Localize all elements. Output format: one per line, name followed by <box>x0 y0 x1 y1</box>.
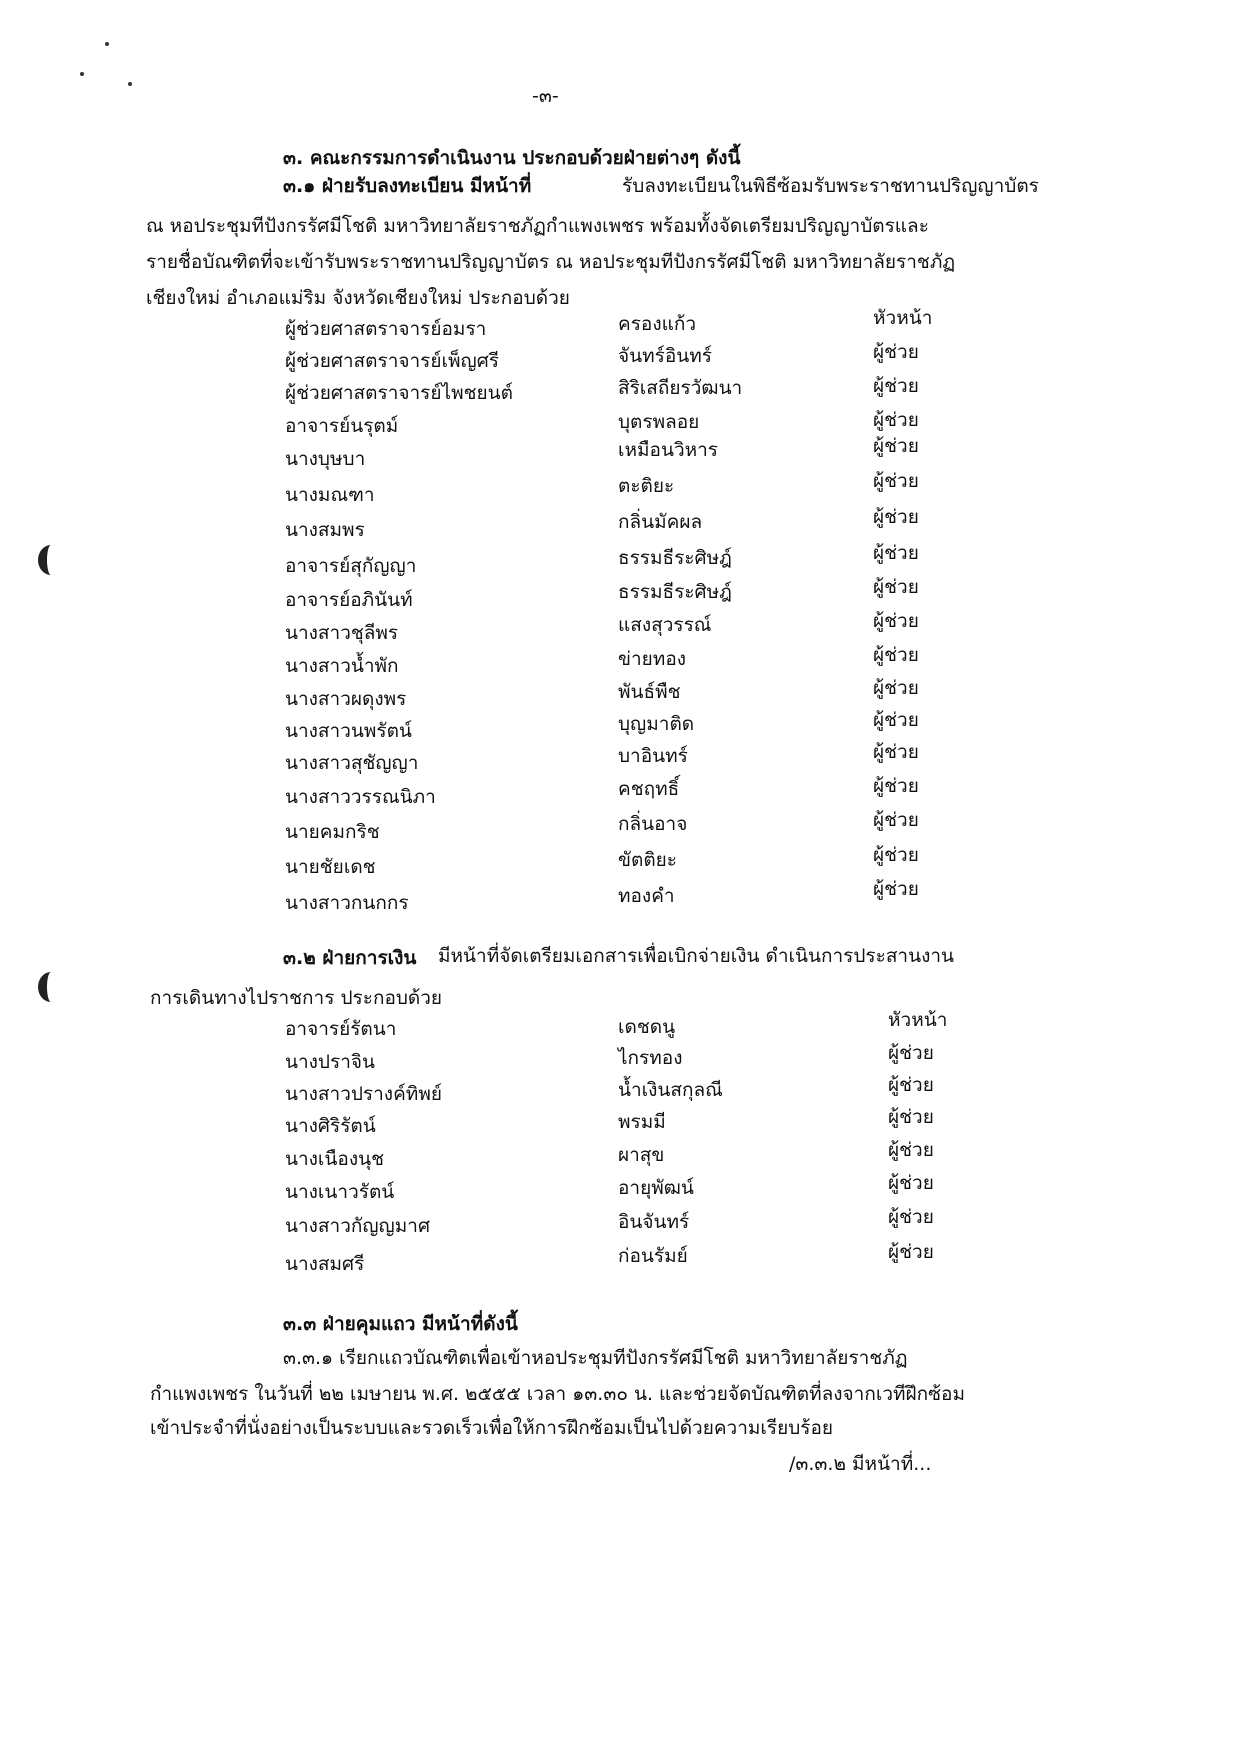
member-name: ผู้ช่วยศาสตราจารย์เพ็ญศรี <box>285 350 499 372</box>
member-surname: แสงสุวรรณ์ <box>618 614 712 636</box>
member-surname: กลิ่นอาจ <box>618 813 688 835</box>
member-role: หัวหน้า <box>873 307 933 329</box>
member-role: ผู้ช่วย <box>873 644 919 666</box>
member-surname: ทองคำ <box>618 885 675 907</box>
member-surname: สิริเสถียรวัฒนา <box>618 377 743 399</box>
member-name: นางสาวนพรัตน์ <box>285 720 412 742</box>
member-surname: ตะติยะ <box>618 475 675 497</box>
section-1-title: ๓.๑ ฝ่ายรับลงทะเบียน มีหน้าที่ <box>283 175 532 197</box>
member-name: นางสาวผดุงพร <box>285 688 407 710</box>
member-name: อาจารย์สุกัญญา <box>285 555 417 577</box>
member-name: นางสาวกนกกร <box>285 892 409 914</box>
member-role: ผู้ช่วย <box>888 1074 934 1096</box>
member-name: นางสาวกัญญมาศ <box>285 1215 431 1237</box>
member-role: ผู้ช่วย <box>873 470 919 492</box>
member-role: ผู้ช่วย <box>873 409 919 431</box>
member-role: ผู้ช่วย <box>888 1042 934 1064</box>
member-name: นางสาววรรณนิภา <box>285 786 436 808</box>
member-surname: เหมือนวิหาร <box>618 439 719 461</box>
member-surname: จันทร์อินทร์ <box>618 345 712 367</box>
member-role: ผู้ช่วย <box>888 1206 934 1228</box>
member-surname: กลิ่นมัคผล <box>618 511 703 533</box>
member-surname: บุญมาติด <box>618 713 695 735</box>
member-name: นางสาวน้ำพัก <box>285 655 399 677</box>
member-surname: เดชดนู <box>618 1016 676 1038</box>
member-name: นางเนาวรัตน์ <box>285 1181 395 1203</box>
member-surname: ผาสุข <box>618 1144 665 1166</box>
page-number: -๓- <box>532 85 559 107</box>
section-3-title: ๓.๓ ฝ่ายคุมแถว มีหน้าที่ดังนี้ <box>283 1313 518 1335</box>
member-role: ผู้ช่วย <box>873 576 919 598</box>
member-name: นางสาวสุชัญญา <box>285 752 419 774</box>
member-name: นางสมศรี <box>285 1253 365 1275</box>
section-1-line3: รายชื่อบัณฑิตที่จะเข้ารับพระราชทานปริญญาบัตร ณ หอประชุมทีปังกรรัศมีโชติ มหาวิทยาลัยราชภัฏ <box>146 251 956 273</box>
scan-speck <box>105 42 109 46</box>
member-role: ผู้ช่วย <box>873 542 919 564</box>
punch-hole-mark <box>38 545 64 575</box>
member-role: ผู้ช่วย <box>873 677 919 699</box>
continuation-note: /๓.๓.๒ มีหน้าที่... <box>789 1453 932 1475</box>
member-surname: คชฤทธิ์ <box>618 778 680 800</box>
member-name: นางสมพร <box>285 519 365 541</box>
member-role: ผู้ช่วย <box>873 775 919 797</box>
section-3-item1-line3: เข้าประจำที่นั่งอย่างเป็นระบบและรวดเร็วเพื่อให้การฝึกซ้อมเป็นไปด้วยความเรียบร้อย <box>150 1417 834 1439</box>
member-surname: พันธ์พืช <box>618 681 681 703</box>
member-surname: ครองแก้ว <box>618 313 697 335</box>
member-role: ผู้ช่วย <box>873 844 919 866</box>
member-surname: ไกรทอง <box>618 1047 683 1069</box>
scan-speck <box>128 82 132 86</box>
member-name: นางสาวปรางค์ทิพย์ <box>285 1083 442 1105</box>
member-role: ผู้ช่วย <box>873 709 919 731</box>
member-surname: อายุพัฒน์ <box>618 1177 694 1199</box>
member-role: ผู้ช่วย <box>873 435 919 457</box>
section-2-line1: มีหน้าที่จัดเตรียมเอกสารเพื่อเบิกจ่ายเงิน ดำเนินการประสานงาน <box>438 945 955 967</box>
member-surname: บุตรพลอย <box>618 411 700 433</box>
member-name: นางบุษบา <box>285 448 366 470</box>
member-surname: บาอินทร์ <box>618 745 688 767</box>
member-name: ผู้ช่วยศาสตราจารย์ไพชยนต์ <box>285 382 513 404</box>
member-surname: ข่ายทอง <box>618 648 687 670</box>
section-2-line2: การเดินทางไปราชการ ประกอบด้วย <box>150 987 443 1009</box>
member-surname: ก่อนรัมย์ <box>618 1245 688 1267</box>
member-surname: ธรรมธีระศิษฎ์ <box>618 547 732 569</box>
member-role: หัวหน้า <box>888 1009 948 1031</box>
punch-hole-mark <box>38 972 64 1002</box>
member-name: ผู้ช่วยศาสตราจารย์อมรา <box>285 318 487 340</box>
member-role: ผู้ช่วย <box>888 1241 934 1263</box>
member-role: ผู้ช่วย <box>873 809 919 831</box>
member-role: ผู้ช่วย <box>873 741 919 763</box>
section-1-line4: เชียงใหม่ อำเภอแม่ริม จังหวัดเชียงใหม่ ประกอบด้วย <box>146 287 570 309</box>
member-role: ผู้ช่วย <box>873 375 919 397</box>
member-name: นางเนืองนุช <box>285 1148 384 1170</box>
member-name: อาจารย์รัตนา <box>285 1018 397 1040</box>
member-surname: น้ำเงินสกุลณี <box>618 1079 723 1101</box>
member-name: นางมณฑา <box>285 484 375 506</box>
member-name: นางศิริรัตน์ <box>285 1115 376 1137</box>
member-role: ผู้ช่วย <box>873 341 919 363</box>
section-2-title: ๓.๒ ฝ่ายการเงิน <box>283 947 417 969</box>
member-name: นายชัยเดช <box>285 856 376 878</box>
member-surname: ธรรมธีระศิษฎ์ <box>618 581 732 603</box>
section-1-line1: รับลงทะเบียนในพิธีซ้อมรับพระราชทานปริญญาบัตร <box>622 175 1039 197</box>
member-name: อาจารย์นรุตม์ <box>285 415 399 437</box>
main-heading: ๓. คณะกรรมการดำเนินงาน ประกอบด้วยฝ่ายต่างๆ ดังนี้ <box>283 147 741 169</box>
scan-speck <box>80 72 84 76</box>
member-role: ผู้ช่วย <box>873 878 919 900</box>
member-name: นางปราจิน <box>285 1051 375 1073</box>
member-role: ผู้ช่วย <box>888 1139 934 1161</box>
section-3-item1-line1: ๓.๓.๑ เรียกแถวบัณฑิตเพื่อเข้าหอประชุมทีปังกรรัศมีโชติ มหาวิทยาลัยราชภัฏ <box>283 1347 908 1369</box>
member-surname: อินจันทร์ <box>618 1211 690 1233</box>
member-role: ผู้ช่วย <box>888 1106 934 1128</box>
member-name: อาจารย์อภินันท์ <box>285 589 413 611</box>
member-role: ผู้ช่วย <box>873 506 919 528</box>
member-name: นายคมกริช <box>285 821 380 843</box>
member-surname: ขัตติยะ <box>618 849 678 871</box>
member-role: ผู้ช่วย <box>888 1172 934 1194</box>
member-surname: พรมมี <box>618 1111 666 1133</box>
member-role: ผู้ช่วย <box>873 610 919 632</box>
member-name: นางสาวชุลีพร <box>285 622 399 644</box>
section-3-item1-line2: กำแพงเพชร ในวันที่ ๒๒ เมษายน พ.ศ. ๒๕๕๕ เวลา ๑๓.๓๐ น. และช่วยจัดบัณฑิตที่ลงจากเวทีฝึกซ้อม <box>150 1383 965 1405</box>
section-1-line2: ณ หอประชุมทีปังกรรัศมีโชติ มหาวิทยาลัยราชภัฏกำแพงเพชร พร้อมทั้งจัดเตรียมปริญญาบัตรและ <box>146 215 929 237</box>
